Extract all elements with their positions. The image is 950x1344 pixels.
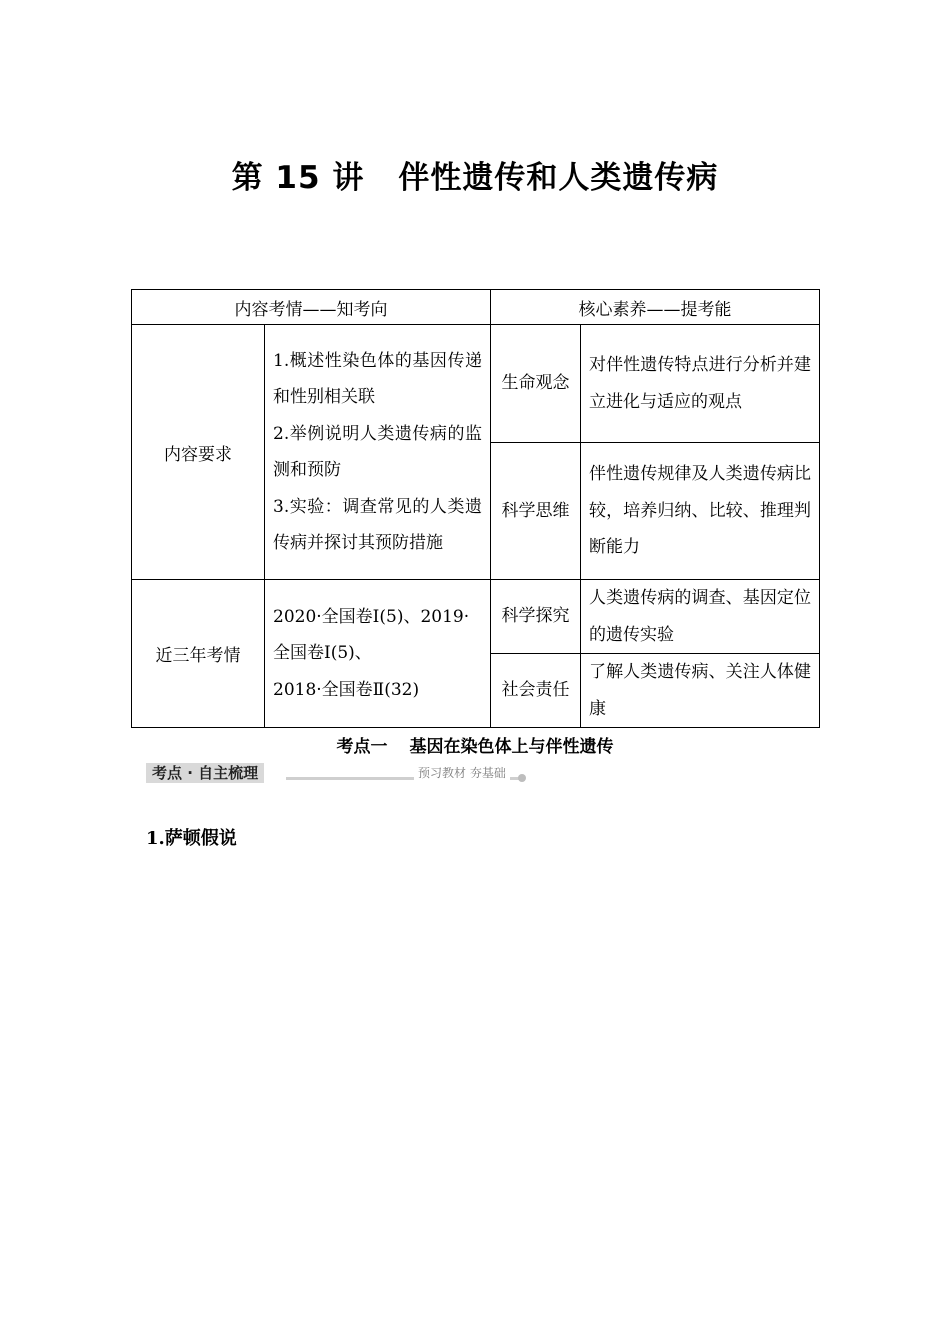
competency-name: 生命观念 bbox=[491, 325, 581, 443]
lecture-title bbox=[0, 152, 950, 197]
requirement-item: 1.概述性染色体的基因传递和性别相关联 bbox=[273, 350, 482, 407]
requirement-item: 2.举例说明人类遗传病的监测和预防 bbox=[273, 423, 482, 480]
label-content-requirements: 内容要求 bbox=[132, 325, 265, 580]
competency-name: 社会责任 bbox=[491, 654, 581, 728]
competency-name: 科学思维 bbox=[491, 443, 581, 580]
banner-tagline: 预习教材 夯基础 bbox=[414, 764, 510, 781]
competency-desc: 人类遗传病的调查、基因定位的遗传实验 bbox=[581, 580, 820, 654]
banner-label: 考点 · 自主梳理 bbox=[146, 763, 264, 783]
header-content-exam: 内容考情——知考向 bbox=[132, 290, 491, 325]
header-core-competency: 核心素养——提考能 bbox=[491, 290, 820, 325]
section-number: 考点一 bbox=[336, 737, 388, 757]
requirements-cell bbox=[265, 325, 491, 580]
competency-desc: 了解人类遗传病、关注人体健康 bbox=[581, 654, 820, 728]
objectives-table bbox=[131, 289, 820, 728]
exam-line: 2018·全国卷Ⅱ(32) bbox=[273, 679, 420, 700]
label-recent-exams: 近三年考情 bbox=[132, 580, 265, 728]
section-name: 基因在染色体上与伴性遗传 bbox=[409, 737, 614, 757]
recent-exams-cell bbox=[265, 580, 491, 728]
subheading: 1.萨顿假说 bbox=[146, 828, 237, 849]
competency-name: 科学探究 bbox=[491, 580, 581, 654]
lecture-topic: 伴性遗传和人类遗传病 bbox=[398, 160, 719, 196]
section-heading bbox=[0, 732, 950, 757]
requirement-item: 3.实验：调查常见的人类遗传病并探讨其预防措施 bbox=[273, 496, 482, 553]
exam-line: 2020·全国卷Ⅰ(5)、2019· bbox=[273, 606, 470, 627]
competency-desc: 对伴性遗传特点进行分析并建立进化与适应的观点 bbox=[581, 325, 820, 443]
section-banner bbox=[146, 760, 526, 786]
lecture-number: 第 15 讲 bbox=[231, 160, 365, 196]
exam-line: 全国卷Ⅰ(5)、 bbox=[273, 643, 372, 664]
competency-desc: 伴性遗传规律及人类遗传病比较，培养归纳、比较、推理判断能力 bbox=[581, 443, 820, 580]
banner-dot-icon bbox=[518, 774, 526, 782]
